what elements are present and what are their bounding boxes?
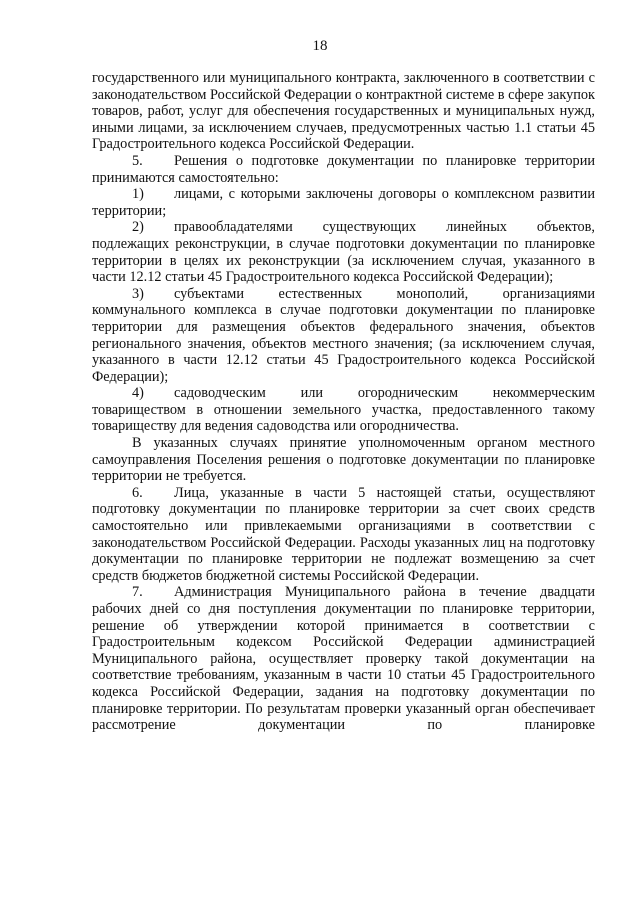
- paragraph-continuation: государственного или муниципального контракта, заключенного в соответствии с законодательством Российской Федерации о контрактной системе в сфере закупок товаров, работ, услуг для обеспечения государственных и муниципальных нужд, иными лицами, за исключением случаев, предусмотренных частью 1.1 статьи 45 Градостроительного кодекса Российской Федерации.: [92, 70, 595, 153]
- list-item-number: 3): [132, 285, 144, 302]
- list-item-text: садоводческим или огородническим некоммерческим товариществом в отношении земельного участка, предоставленного такому товариществу для ведения садоводства или огородничества.: [92, 385, 595, 435]
- paragraph-number: 6.: [132, 484, 143, 501]
- paragraph-part-6: [92, 485, 595, 585]
- list-item-text: правообладателями существующих линейных объектов, подлежащих реконструкции, в случае подготовки документации по планировке территории в целях их реконструкции (за исключением случая, указанного в части 12.12 статьи 45 Градостроительного кодекса Российской Федерации);: [92, 219, 595, 286]
- page-number: 18: [312, 38, 328, 54]
- paragraph-part-5: [92, 153, 595, 186]
- list-item-number: 4): [132, 385, 144, 402]
- paragraph-text: Лица, указанные в части 5 настоящей статьи, осуществляют подготовку документации по планировке территории за счет своих средств самостоятельно или привлекаемыми организациями в соответствии с законодательством Российской Федерации. Расходы указанных лиц на подготовку документации по планировке территории не подлежат возмещению за счет средств бюджетов бюджетной системы Российской Федерации.: [92, 484, 595, 584]
- list-item-number: 2): [132, 219, 144, 236]
- document-body: [92, 70, 595, 734]
- list-item-1: [92, 186, 595, 219]
- list-item-2: [92, 219, 595, 285]
- paragraph-part-7: [92, 584, 595, 733]
- list-item-number: 1): [132, 186, 144, 203]
- list-item-text: лицами, с которыми заключены договоры о комплексном развитии территории;: [92, 186, 595, 219]
- list-item-3: [92, 286, 595, 386]
- paragraph-text: Решения о подготовке документации по планировке территории принимаются самостоятельно:: [92, 152, 595, 186]
- paragraph-cases: В указанных случаях принятие уполномоченным органом местного самоуправления Поселения решения о подготовке документации по планировке территории не требуется.: [92, 435, 595, 485]
- paragraph-number: 7.: [132, 584, 143, 601]
- paragraph-text: Администрация Муниципального района в течение двадцати рабочих дней со дня поступления документации по планировке территории, решение об утверждении которой принимается в соответствии с Градостроительным кодексом Российской Федерации администрацией Муниципального района, осуществляет проверку такой документации на соответствие требованиям, указанным в части 10 статьи 45 Градостроительного кодекса Российской Федерации, задания на подготовку документации по планировке территории. По результатам проверки указанный орган обеспечивает рассмотрение документации по планировке: [92, 584, 595, 734]
- list-item-text: субъектами естественных монополий, организациями коммунального комплекса в случае подготовки документации по планировке территории для размещения объектов федерального значения, объектов регионального значения, объектов местного значения; (за исключением случая, указанного в части 12.12 статьи 45 Градостроительного кодекса Российской Федерации);: [92, 285, 595, 385]
- list-item-4: [92, 385, 595, 435]
- paragraph-number: 5.: [132, 152, 143, 169]
